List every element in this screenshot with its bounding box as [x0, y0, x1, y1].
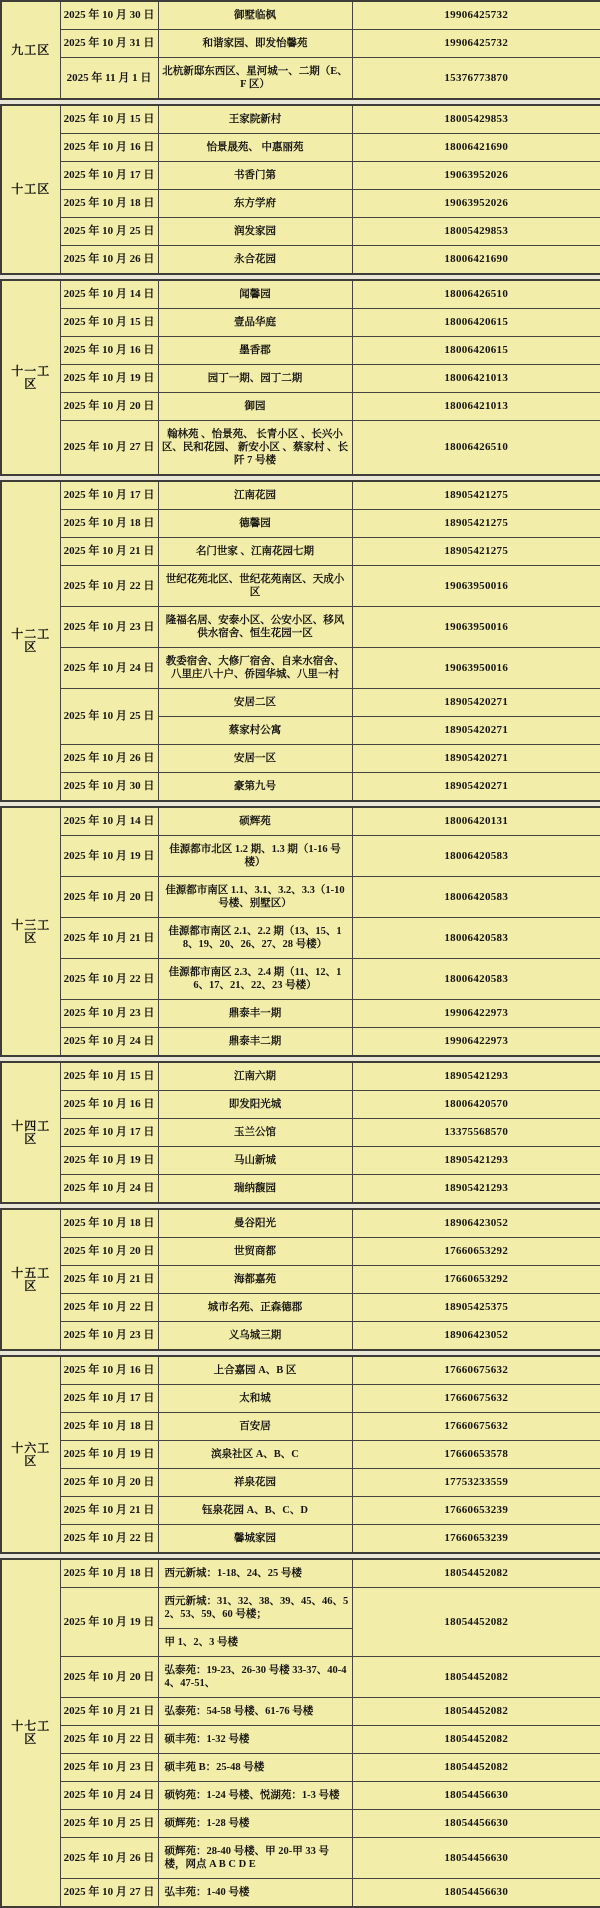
date-cell: 2025 年 10 月 15 日 [60, 1062, 158, 1091]
phone-cell: 18054452082 [352, 1588, 600, 1657]
table-row [1, 745, 600, 773]
location-cell: 豪第九号 [158, 773, 352, 802]
date-cell: 2025 年 10 月 22 日 [60, 1294, 158, 1322]
table-row [1, 1238, 600, 1266]
location-cell: 安居一区 [158, 745, 352, 773]
location-cell: 甲 1、2、3 号楼 [158, 1629, 352, 1657]
phone-cell: 18006421013 [352, 365, 600, 393]
location-cell: 墨香郡 [158, 337, 352, 365]
table-row [1, 836, 600, 877]
date-cell: 2025 年 10 月 21 日 [60, 1266, 158, 1294]
location-cell: 润发家园 [158, 218, 352, 246]
worksection-table [0, 480, 600, 802]
table-row [1, 1588, 600, 1629]
location-cell: 太和城 [158, 1385, 352, 1413]
location-cell: 和谐家园、即发怡馨苑 [158, 30, 352, 58]
location-cell: 蔡家村公寓 [158, 717, 352, 745]
worksection-table [0, 104, 600, 275]
location-cell: 弘丰苑：1-40 号楼 [158, 1879, 352, 1908]
table-row [1, 1322, 600, 1351]
phone-cell: 19063952026 [352, 162, 600, 190]
location-cell: 江南六期 [158, 1062, 352, 1091]
location-cell: 世纪花苑北区、世纪花苑南区、天成小区 [158, 566, 352, 607]
location-cell: 御园 [158, 393, 352, 421]
location-cell: 佳源都市南区 1.1、3.1、3.2、3.3（1-10 号楼、别墅区） [158, 877, 352, 918]
table-row [1, 337, 600, 365]
phone-cell: 18905421293 [352, 1147, 600, 1175]
district-cell: 十七工区 [1, 1559, 60, 1907]
date-cell: 2025 年 10 月 27 日 [60, 1879, 158, 1908]
location-cell: 书香门第 [158, 162, 352, 190]
date-cell: 2025 年 10 月 21 日 [60, 918, 158, 959]
date-cell: 2025 年 10 月 30 日 [60, 1, 158, 30]
worksection-table [0, 1558, 600, 1908]
date-cell: 2025 年 10 月 24 日 [60, 1028, 158, 1057]
phone-cell: 17660653292 [352, 1238, 600, 1266]
date-cell: 2025 年 10 月 21 日 [60, 1497, 158, 1525]
date-cell: 2025 年 10 月 24 日 [60, 1782, 158, 1810]
table-row [1, 309, 600, 337]
date-cell: 2025 年 10 月 25 日 [60, 1810, 158, 1838]
location-cell: 硕辉苑：1-28 号楼 [158, 1810, 352, 1838]
location-cell: 弘泰苑：19-23、26-30 号楼 33-37、40-44、47-51、 [158, 1657, 352, 1698]
phone-cell: 18006420583 [352, 836, 600, 877]
phone-cell: 17660675632 [352, 1413, 600, 1441]
location-cell: 德馨园 [158, 510, 352, 538]
district-cell: 十四工区 [1, 1062, 60, 1203]
phone-cell: 18905421293 [352, 1062, 600, 1091]
location-cell: 壹品华庭 [158, 309, 352, 337]
location-cell: 硕丰苑 B：25-48 号楼 [158, 1754, 352, 1782]
date-cell: 2025 年 10 月 22 日 [60, 566, 158, 607]
location-cell: 怡景晟苑、 中惠丽苑 [158, 134, 352, 162]
date-cell: 2025 年 10 月 22 日 [60, 959, 158, 1000]
location-cell: 硕辉苑 [158, 807, 352, 836]
table-row [1, 648, 600, 689]
phone-cell: 19906425732 [352, 30, 600, 58]
date-cell: 2025 年 10 月 18 日 [60, 1209, 158, 1238]
phone-cell: 18054456630 [352, 1782, 600, 1810]
district-cell: 十二工区 [1, 481, 60, 801]
phone-cell: 17660653239 [352, 1497, 600, 1525]
worksection-table [0, 806, 600, 1057]
location-cell: 鼎泰丰二期 [158, 1028, 352, 1057]
date-cell: 2025 年 10 月 17 日 [60, 162, 158, 190]
table-row [1, 1028, 600, 1057]
location-cell: 佳源都市北区 1.2 期、1.3 期（1-16 号楼） [158, 836, 352, 877]
date-cell: 2025 年 10 月 31 日 [60, 30, 158, 58]
date-cell: 2025 年 10 月 20 日 [60, 393, 158, 421]
table-row [1, 1441, 600, 1469]
date-cell: 2025 年 10 月 20 日 [60, 1469, 158, 1497]
date-cell: 2025 年 11 月 1 日 [60, 58, 158, 100]
phone-cell: 18006420615 [352, 337, 600, 365]
phone-cell: 19906425732 [352, 1, 600, 30]
date-cell: 2025 年 10 月 23 日 [60, 1000, 158, 1028]
phone-cell: 13375568570 [352, 1119, 600, 1147]
table-row [1, 58, 600, 100]
location-cell: 弘泰苑：54-58 号楼、61-76 号楼 [158, 1698, 352, 1726]
location-cell: 城市名苑、正森德郡 [158, 1294, 352, 1322]
location-cell: 滨泉社区 A、B、C [158, 1441, 352, 1469]
phone-cell: 18054452082 [352, 1698, 600, 1726]
phone-cell: 18905420271 [352, 773, 600, 802]
date-cell: 2025 年 10 月 24 日 [60, 648, 158, 689]
phone-cell: 17660653239 [352, 1525, 600, 1554]
phone-cell: 18054452082 [352, 1657, 600, 1698]
phone-cell: 18006421690 [352, 134, 600, 162]
phone-cell: 18054452082 [352, 1726, 600, 1754]
date-cell: 2025 年 10 月 17 日 [60, 1385, 158, 1413]
district-cell: 十一工区 [1, 280, 60, 475]
table-row [1, 1810, 600, 1838]
date-cell: 2025 年 10 月 30 日 [60, 773, 158, 802]
district-cell: 十五工区 [1, 1209, 60, 1350]
phone-cell: 18006421690 [352, 246, 600, 275]
table-row [1, 190, 600, 218]
date-cell: 2025 年 10 月 26 日 [60, 745, 158, 773]
date-cell: 2025 年 10 月 24 日 [60, 1175, 158, 1204]
table-row [1, 134, 600, 162]
table-row [1, 246, 600, 275]
phone-cell: 18005429853 [352, 218, 600, 246]
date-cell: 2025 年 10 月 20 日 [60, 1657, 158, 1698]
location-cell: 瑞纳馥园 [158, 1175, 352, 1204]
phone-cell: 18905421275 [352, 481, 600, 510]
worksection-table [0, 1355, 600, 1554]
table-row [1, 1062, 600, 1091]
phone-cell: 18006420615 [352, 309, 600, 337]
phone-cell: 18006420583 [352, 918, 600, 959]
location-cell: 钰泉花园 A、B、C、D [158, 1497, 352, 1525]
date-cell: 2025 年 10 月 19 日 [60, 836, 158, 877]
location-cell: 东方学府 [158, 190, 352, 218]
phone-cell: 18006426510 [352, 421, 600, 476]
date-cell: 2025 年 10 月 15 日 [60, 105, 158, 134]
phone-cell: 17753233559 [352, 1469, 600, 1497]
table-row [1, 280, 600, 309]
table-row [1, 1209, 600, 1238]
location-cell: 硕钧苑：1-24 号楼、悦湖苑：1-3 号楼 [158, 1782, 352, 1810]
location-cell: 世贸商都 [158, 1238, 352, 1266]
date-cell: 2025 年 10 月 25 日 [60, 218, 158, 246]
table-row [1, 1726, 600, 1754]
worksection-table [0, 0, 600, 100]
location-cell: 玉兰公馆 [158, 1119, 352, 1147]
date-cell: 2025 年 10 月 23 日 [60, 1754, 158, 1782]
date-cell: 2025 年 10 月 19 日 [60, 1588, 158, 1657]
table-row [1, 510, 600, 538]
table-row [1, 1000, 600, 1028]
location-cell: 佳源都市南区 2.1、2.2 期（13、15、18、19、20、26、27、28 号楼） [158, 918, 352, 959]
date-cell: 2025 年 10 月 21 日 [60, 1698, 158, 1726]
phone-cell: 19906422973 [352, 1000, 600, 1028]
phone-cell: 19906422973 [352, 1028, 600, 1057]
location-cell: 王家院新村 [158, 105, 352, 134]
district-cell: 十六工区 [1, 1356, 60, 1553]
location-cell: 永合花园 [158, 246, 352, 275]
phone-cell: 18006421013 [352, 393, 600, 421]
phone-cell: 18905425375 [352, 1294, 600, 1322]
phone-cell: 15376773870 [352, 58, 600, 100]
date-cell: 2025 年 10 月 23 日 [60, 607, 158, 648]
phone-cell: 18905421275 [352, 510, 600, 538]
table-row [1, 1091, 600, 1119]
location-cell: 名门世家 、江南花园七期 [158, 538, 352, 566]
table-row [1, 393, 600, 421]
location-cell: 安居二区 [158, 689, 352, 717]
phone-cell: 17660653578 [352, 1441, 600, 1469]
location-cell: 义乌城三期 [158, 1322, 352, 1351]
phone-cell: 18006426510 [352, 280, 600, 309]
phone-cell: 18006420583 [352, 877, 600, 918]
location-cell: 硕丰苑：1-32 号楼 [158, 1726, 352, 1754]
date-cell: 2025 年 10 月 14 日 [60, 280, 158, 309]
table-row [1, 1294, 600, 1322]
phone-cell: 18906423052 [352, 1209, 600, 1238]
location-cell: 翰林苑 、怡景苑、 长青小区 、长兴小区、民和花园、 新安小区 、蔡家村 、长阡 7 号楼 [158, 421, 352, 476]
worksection-table [0, 1061, 600, 1204]
location-cell: 马山新城 [158, 1147, 352, 1175]
table-row [1, 1754, 600, 1782]
phone-cell: 18905420271 [352, 745, 600, 773]
table-row [1, 1497, 600, 1525]
location-cell: 江南花园 [158, 481, 352, 510]
table-row [1, 918, 600, 959]
worksection-table [0, 279, 600, 476]
phone-cell: 18054452082 [352, 1754, 600, 1782]
location-cell: 御墅临枫 [158, 1, 352, 30]
table-row [1, 773, 600, 802]
district-cell: 十三工区 [1, 807, 60, 1056]
date-cell: 2025 年 10 月 18 日 [60, 1413, 158, 1441]
location-cell: 园丁一期、园丁二期 [158, 365, 352, 393]
date-cell: 2025 年 10 月 16 日 [60, 1356, 158, 1385]
location-cell: 佳源都市南区 2.3、2.4 期（11、12、16、17、21、22、23 号楼） [158, 959, 352, 1000]
phone-cell: 18905421275 [352, 538, 600, 566]
table-row [1, 30, 600, 58]
phone-cell: 18905421293 [352, 1175, 600, 1204]
location-cell: 曼谷阳光 [158, 1209, 352, 1238]
table-row [1, 1525, 600, 1554]
table-row [1, 1879, 600, 1908]
phone-cell: 18006420583 [352, 959, 600, 1000]
table-row [1, 1782, 600, 1810]
table-row [1, 1559, 600, 1588]
table-row [1, 1, 600, 30]
location-cell: 北杭新邸东西区、星河城一、二期（E、F 区） [158, 58, 352, 100]
table-row [1, 421, 600, 476]
location-cell: 西元新城：31、32、38、39、45、46、52、53、59、60 号楼； [158, 1588, 352, 1629]
date-cell: 2025 年 10 月 20 日 [60, 1238, 158, 1266]
date-cell: 2025 年 10 月 18 日 [60, 190, 158, 218]
date-cell: 2025 年 10 月 19 日 [60, 1441, 158, 1469]
table-row [1, 481, 600, 510]
phone-cell: 18006420570 [352, 1091, 600, 1119]
phone-cell: 18054456630 [352, 1879, 600, 1908]
table-row [1, 689, 600, 717]
date-cell: 2025 年 10 月 17 日 [60, 481, 158, 510]
phone-cell: 18054456630 [352, 1810, 600, 1838]
table-row [1, 1838, 600, 1879]
table-row [1, 105, 600, 134]
phone-cell: 19063950016 [352, 607, 600, 648]
location-cell: 鼎泰丰一期 [158, 1000, 352, 1028]
date-cell: 2025 年 10 月 18 日 [60, 1559, 158, 1588]
location-cell: 祥泉花园 [158, 1469, 352, 1497]
date-cell: 2025 年 10 月 27 日 [60, 421, 158, 476]
location-cell: 西元新城：1-18、24、25 号楼 [158, 1559, 352, 1588]
phone-cell: 18054452082 [352, 1559, 600, 1588]
location-cell: 上合嘉园 A、B 区 [158, 1356, 352, 1385]
date-cell: 2025 年 10 月 17 日 [60, 1119, 158, 1147]
date-cell: 2025 年 10 月 16 日 [60, 337, 158, 365]
phone-cell: 18906423052 [352, 1322, 600, 1351]
district-cell: 九工区 [1, 1, 60, 99]
phone-cell: 17660653292 [352, 1266, 600, 1294]
date-cell: 2025 年 10 月 26 日 [60, 1838, 158, 1879]
date-cell: 2025 年 10 月 16 日 [60, 134, 158, 162]
table-row [1, 1469, 600, 1497]
table-row [1, 1175, 600, 1204]
date-cell: 2025 年 10 月 18 日 [60, 510, 158, 538]
table-row [1, 538, 600, 566]
date-cell: 2025 年 10 月 19 日 [60, 1147, 158, 1175]
date-cell: 2025 年 10 月 19 日 [60, 365, 158, 393]
worksection-table [0, 1208, 600, 1351]
district-cell: 十工区 [1, 105, 60, 274]
table-row [1, 1266, 600, 1294]
location-cell: 闻馨园 [158, 280, 352, 309]
location-cell: 隆福名居、安泰小区、公安小区、移风供水宿舍、恒生花园一区 [158, 607, 352, 648]
table-row [1, 365, 600, 393]
phone-cell: 18905420271 [352, 689, 600, 717]
location-cell: 硕辉苑：28-40 号楼、甲 20-甲 33 号楼，网点 A B C D E [158, 1838, 352, 1879]
phone-cell: 18054456630 [352, 1838, 600, 1879]
table-row [1, 1657, 600, 1698]
date-cell: 2025 年 10 月 20 日 [60, 877, 158, 918]
date-cell: 2025 年 10 月 16 日 [60, 1091, 158, 1119]
table-row [1, 566, 600, 607]
table-row [1, 607, 600, 648]
date-cell: 2025 年 10 月 22 日 [60, 1525, 158, 1554]
phone-cell: 19063950016 [352, 566, 600, 607]
phone-cell: 18905420271 [352, 717, 600, 745]
table-row [1, 1385, 600, 1413]
location-cell: 馨城家园 [158, 1525, 352, 1554]
phone-cell: 19063952026 [352, 190, 600, 218]
date-cell: 2025 年 10 月 26 日 [60, 246, 158, 275]
location-cell: 教委宿舍、大修厂宿舍、自来水宿舍、八里庄八十户、侨园华城、八里一村 [158, 648, 352, 689]
location-cell: 即发阳光城 [158, 1091, 352, 1119]
location-cell: 百安居 [158, 1413, 352, 1441]
date-cell: 2025 年 10 月 23 日 [60, 1322, 158, 1351]
table-row [1, 1413, 600, 1441]
table-row [1, 959, 600, 1000]
date-cell: 2025 年 10 月 14 日 [60, 807, 158, 836]
date-cell: 2025 年 10 月 21 日 [60, 538, 158, 566]
table-row [1, 1119, 600, 1147]
table-row [1, 807, 600, 836]
location-cell: 海都嘉苑 [158, 1266, 352, 1294]
date-cell: 2025 年 10 月 22 日 [60, 1726, 158, 1754]
phone-cell: 17660675632 [352, 1385, 600, 1413]
phone-cell: 19063950016 [352, 648, 600, 689]
table-row [1, 218, 600, 246]
table-row [1, 1698, 600, 1726]
table-row [1, 162, 600, 190]
table-row [1, 1356, 600, 1385]
phone-cell: 17660675632 [352, 1356, 600, 1385]
phone-cell: 18006420131 [352, 807, 600, 836]
table-row [1, 1147, 600, 1175]
date-cell: 2025 年 10 月 25 日 [60, 689, 158, 745]
phone-cell: 18005429853 [352, 105, 600, 134]
date-cell: 2025 年 10 月 15 日 [60, 309, 158, 337]
table-row [1, 877, 600, 918]
